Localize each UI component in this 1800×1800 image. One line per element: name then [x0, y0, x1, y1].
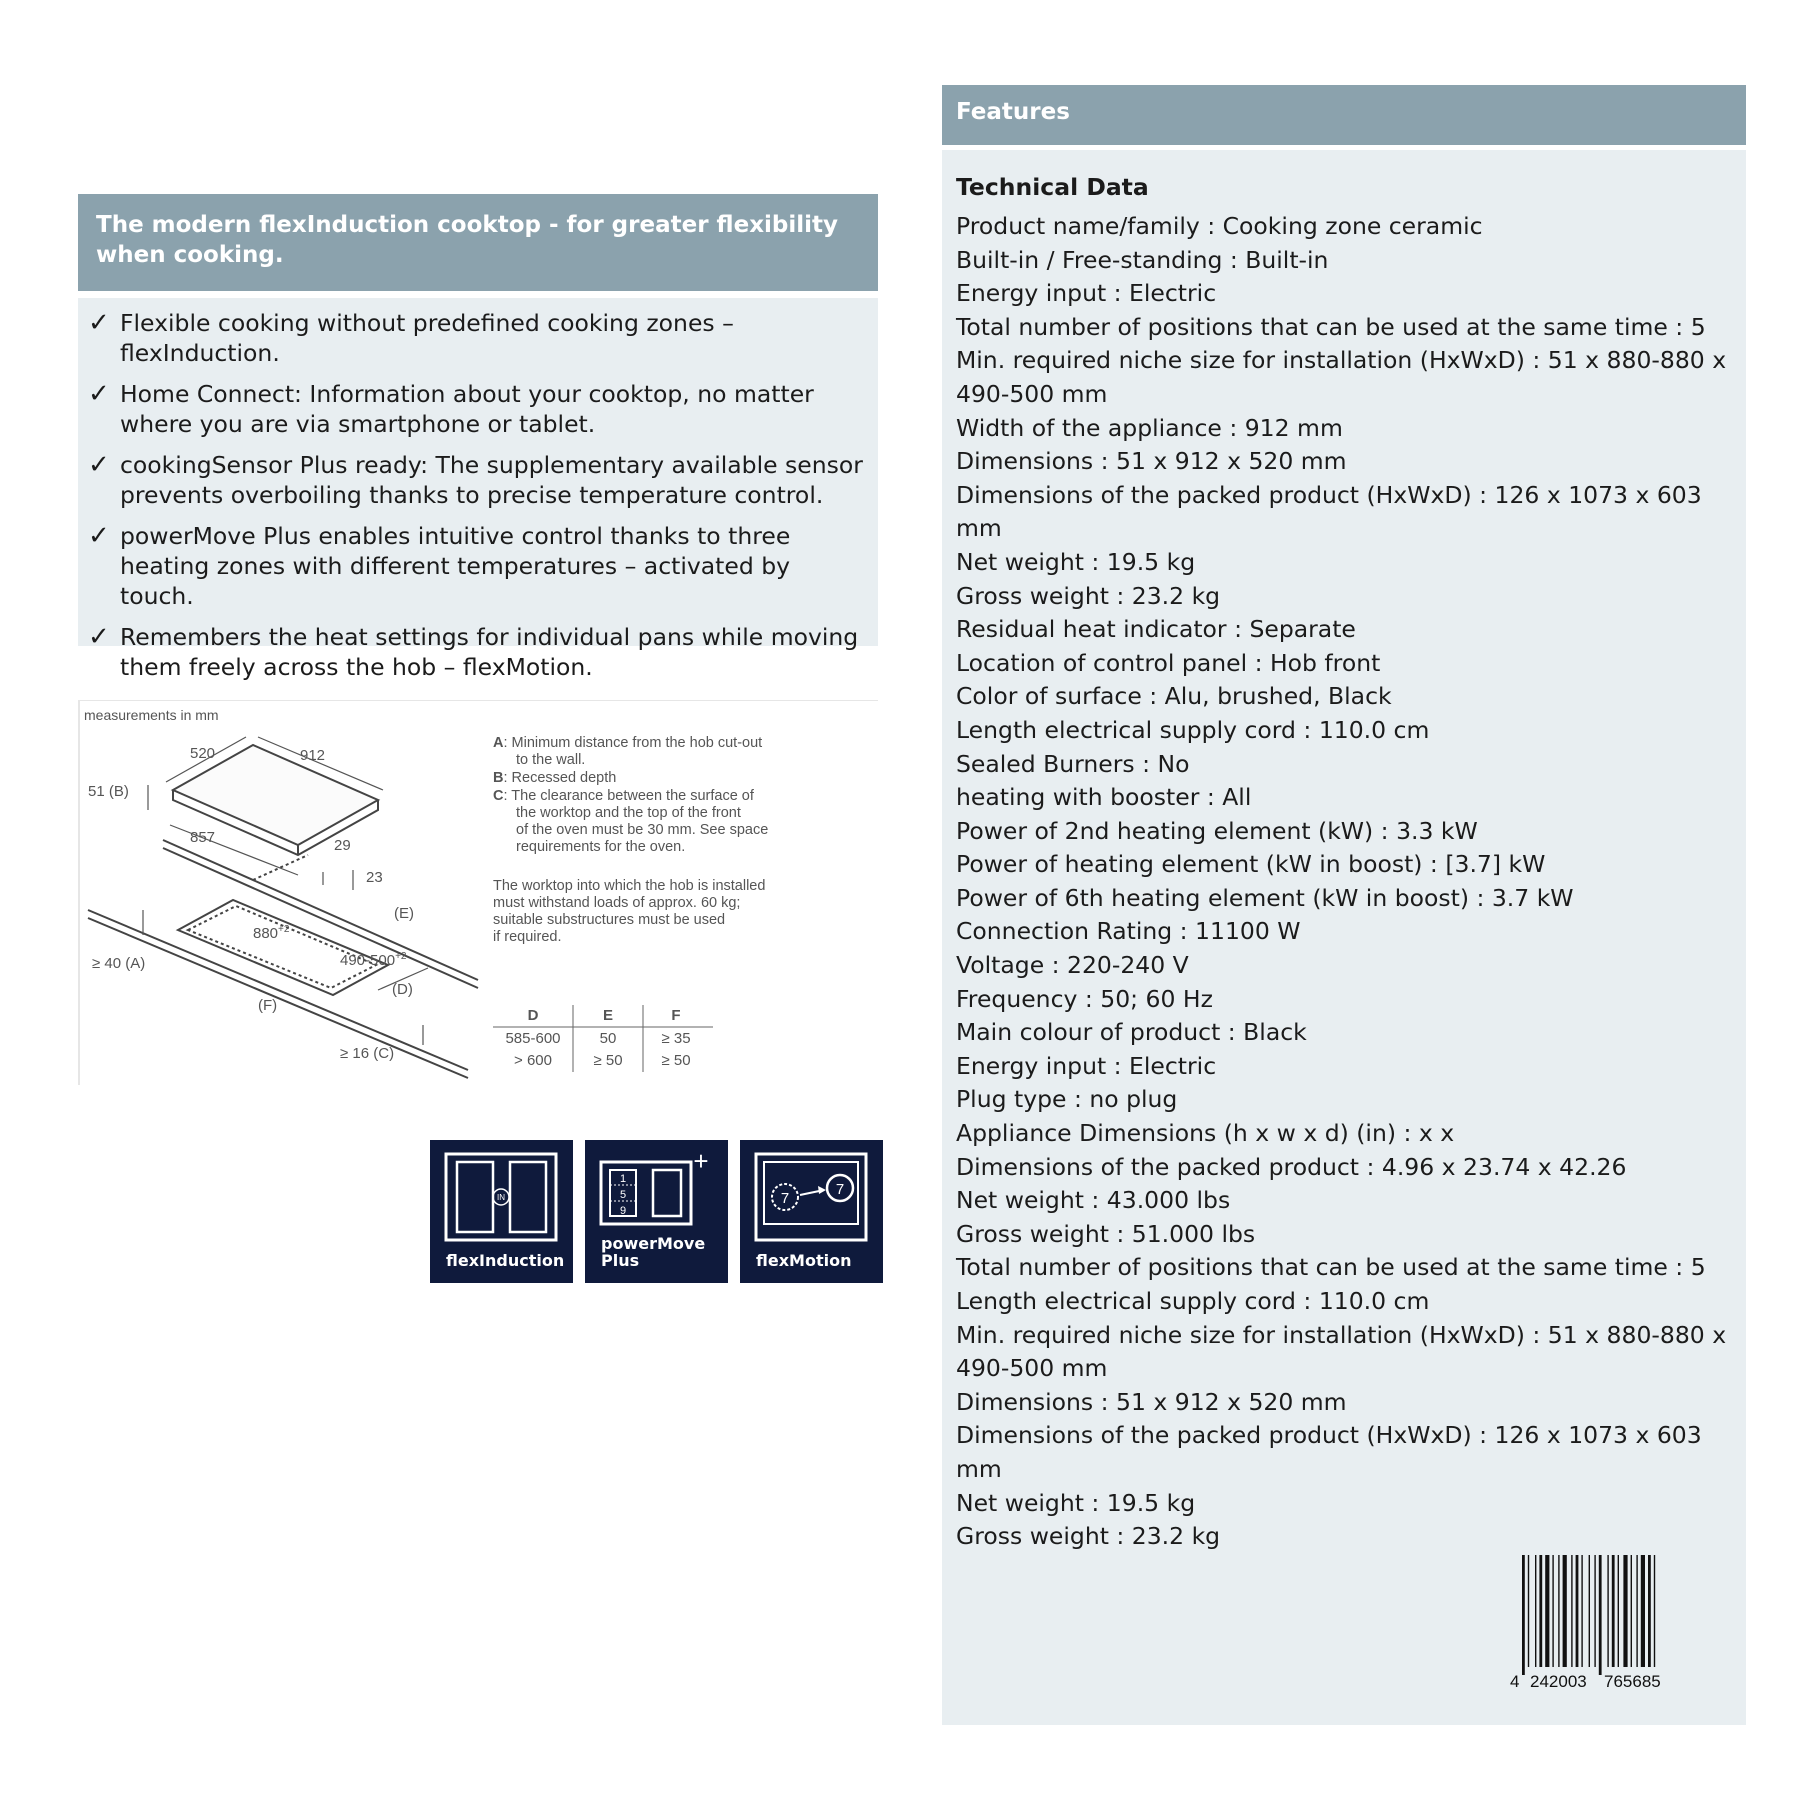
- barcode-bar: [1594, 1555, 1595, 1667]
- list-item: [88, 622, 864, 682]
- barcode-bar: [1571, 1555, 1572, 1667]
- tech-data-item: Product name/family : Cooking zone ceramic: [956, 212, 1483, 240]
- barcode-bar: [1558, 1555, 1559, 1667]
- barcode-bar: [1528, 1555, 1529, 1667]
- svg-text:to the wall.: to the wall.: [516, 752, 586, 768]
- tech-data-item: Dimensions : 51 x 912 x 520 mm: [956, 1387, 1347, 1416]
- tech-data-item: Appliance Dimensions (h x w x d) (in) : x x: [956, 1119, 1455, 1148]
- barcode-digits-group1: 242003: [1530, 1672, 1587, 1690]
- badge-flexinduction: [430, 1140, 573, 1283]
- svg-text:The worktop into which the hob: The worktop into which the hob is installed: [493, 878, 766, 894]
- check-icon: ✓: [88, 450, 110, 480]
- tech-data-item: Min. required niche size for installation (HxWxD) : 51 x 880-880 x 490-500 mm: [956, 346, 1727, 408]
- svg-text:E: E: [602, 1007, 614, 1024]
- feature-text: Flexible cooking without predefined cooking zones – flexInduction.: [120, 309, 734, 367]
- barcode-bar: [1636, 1555, 1637, 1667]
- tech-data-item: Gross weight : 23.2 kg: [956, 1522, 1221, 1551]
- svg-text:7: 7: [835, 1181, 845, 1198]
- tech-data-item: Power of heating element (kW in boost) : [3.7] kW: [956, 850, 1546, 879]
- feature-list: [88, 308, 864, 682]
- tech-data-item: Total number of positions that can be used at the same time : 5: [956, 1253, 1706, 1282]
- barcode-bar: [1563, 1555, 1567, 1667]
- tech-data-item: Color of surface : Alu, brushed, Black: [956, 682, 1392, 711]
- tech-data-item: Location of control panel : Hob front: [956, 648, 1381, 677]
- svg-text:D: D: [527, 1007, 539, 1024]
- list-item: [88, 379, 864, 439]
- tech-data-item: Voltage : 220-240 V: [956, 951, 1189, 980]
- svg-text:7: 7: [780, 1190, 790, 1207]
- barcode-bar: [1576, 1555, 1579, 1667]
- barcode-bars: [1522, 1555, 1655, 1675]
- clearance-table: [493, 1005, 713, 1072]
- check-icon: ✓: [88, 622, 110, 652]
- barcode-bar: [1552, 1555, 1553, 1667]
- tech-data-item: Dimensions : 51 x 912 x 520 mm: [956, 447, 1347, 476]
- svg-text:C: The clearance between the s: C: The clearance between the surface of: [493, 788, 754, 804]
- tech-data-item: Length electrical supply cord : 110.0 cm: [956, 1287, 1430, 1315]
- feature-text: powerMove Plus enables intuitive control thanks to three heating zones with different temperatures – activated by touch.: [120, 522, 791, 610]
- tech-data-item: Built-in / Free-standing : Built-in: [956, 245, 1329, 274]
- tech-data-item: Energy input : Electric: [956, 279, 1217, 308]
- barcode-bar: [1618, 1555, 1619, 1667]
- barcode-bar: [1612, 1555, 1615, 1667]
- tech-data-item: Gross weight : 23.2 kg: [956, 581, 1221, 610]
- tech-data-item: Net weight : 19.5 kg: [956, 547, 1196, 576]
- tech-data-item: Connection Rating : 11100 W: [956, 917, 1301, 946]
- tech-data-item: Length electrical supply cord : 110.0 cm: [956, 715, 1430, 744]
- list-item: [88, 308, 864, 368]
- dim-c: ≥ 16 (C): [340, 1045, 395, 1062]
- tech-data-item: Dimensions of the packed product (HxWxD) : 126 x 1073 x 603 mm: [956, 1421, 1702, 1483]
- tech-data-item: Dimensions of the packed product : 4.96 x 23.74 x 42.26: [956, 1152, 1627, 1181]
- barcode-bar: [1607, 1555, 1608, 1667]
- svg-text:585-600: 585-600: [505, 1030, 561, 1047]
- dim-d: (D): [392, 981, 413, 998]
- list-item: [88, 521, 864, 611]
- svg-text:B: Recessed depth: B: Recessed depth: [493, 770, 617, 786]
- tech-data-item: Residual heat indicator : Separate: [956, 615, 1356, 644]
- svg-text:≥ 50: ≥ 50: [593, 1052, 623, 1069]
- barcode-bar: [1654, 1555, 1655, 1667]
- barcode-bar: [1623, 1555, 1627, 1667]
- dim-51-b: 51 (B): [88, 783, 129, 800]
- dim-490-500: $490-500^{+2}$: [340, 951, 407, 969]
- tech-data-item: Plug type : no plug: [956, 1085, 1178, 1114]
- svg-text:5: 5: [619, 1189, 627, 1201]
- tech-data-item: Main colour of product : Black: [956, 1018, 1307, 1047]
- svg-text:the worktop and the top of the: the worktop and the top of the front: [516, 805, 741, 821]
- dim-520: 520: [190, 745, 216, 762]
- barcode: [1500, 1555, 1700, 1690]
- tech-data-item: Net weight : 43.000 lbs: [956, 1186, 1231, 1215]
- list-item: [88, 450, 864, 510]
- intro-title: The modern flexInduction cooktop - for greater flexibility when cooking.: [78, 194, 878, 291]
- dim-23: 23: [366, 869, 383, 886]
- barcode-bar: [1539, 1555, 1542, 1667]
- tech-data-item: Net weight : 19.5 kg: [956, 1488, 1196, 1517]
- diagram-notes: [493, 735, 768, 945]
- dim-e: (E): [394, 905, 414, 922]
- tech-data-item: Width of the appliance : 912 mm: [956, 413, 1343, 442]
- diagram-caption: measurements in mm: [84, 707, 219, 723]
- barcode-digit-first: 4: [1510, 1672, 1520, 1690]
- feature-text: Home Connect: Information about your cooktop, no matter where you are via smartphone or tablet.: [120, 380, 814, 438]
- svg-text:F: F: [671, 1007, 681, 1024]
- svg-text:IN: IN: [497, 1193, 505, 1202]
- dim-a: ≥ 40 (A): [92, 955, 146, 972]
- dim-29: 29: [334, 837, 351, 854]
- svg-text:1: 1: [619, 1173, 627, 1185]
- svg-text:> 600: > 600: [514, 1052, 552, 1069]
- barcode-bar: [1599, 1555, 1602, 1675]
- worktop-drawing: [88, 840, 478, 1078]
- barcode-bar: [1648, 1555, 1651, 1667]
- svg-text:9: 9: [619, 1205, 627, 1217]
- tech-data-item: Min. required niche size for installation (HxWxD) : 51 x 880-880 x 490-500 mm: [956, 1320, 1727, 1383]
- svg-text:if required.: if required.: [493, 929, 562, 945]
- svg-text:must withstand loads of approx: must withstand loads of approx. 60 kg;: [493, 895, 741, 911]
- tech-data-item: heating with booster : All: [956, 783, 1252, 812]
- check-icon: ✓: [88, 379, 110, 409]
- tech-data-item: Sealed Burners : No: [956, 749, 1190, 778]
- installation-diagram: [78, 700, 878, 1090]
- svg-text:+: +: [693, 1146, 709, 1176]
- svg-text:≥ 50: ≥ 50: [661, 1052, 691, 1069]
- feature-text: cookingSensor Plus ready: The supplementary available sensor prevents overboiling thanks to precise temperature control.: [120, 451, 863, 509]
- check-icon: ✓: [88, 308, 110, 338]
- barcode-digits-group2: 765685: [1604, 1672, 1661, 1690]
- barcode-bar: [1589, 1555, 1590, 1667]
- badge-label: powerMove Plus: [601, 1234, 706, 1270]
- barcode-bar: [1581, 1555, 1582, 1667]
- tech-data-item: Power of 6th heating element (kW in boost) : 3.7 kW: [956, 883, 1574, 912]
- check-icon: ✓: [88, 521, 110, 551]
- tech-data-item: Power of 2nd heating element (kW) : 3.3 kW: [956, 816, 1478, 845]
- tech-data-item: Dimensions of the packed product (HxWxD) : 126 x 1073 x 603 mm: [956, 480, 1702, 543]
- tech-data-item: Total number of positions that can be used at the same time : 5: [956, 312, 1706, 341]
- tech-data-item: Gross weight : 51.000 lbs: [956, 1219, 1256, 1248]
- barcode-bar: [1641, 1555, 1645, 1667]
- badge-powermove-plus: [585, 1140, 728, 1283]
- svg-text:of the oven must be 30 mm. See: of the oven must be 30 mm. See space: [516, 822, 769, 838]
- dim-912: 912: [300, 747, 326, 764]
- svg-text:A: Minimum distance from the h: A: Minimum distance from the hob cut-out: [493, 735, 763, 751]
- badge-flexmotion: [740, 1140, 883, 1283]
- svg-text:requirements for the oven.: requirements for the oven.: [516, 839, 686, 855]
- features-header: Features: [942, 85, 1746, 145]
- tech-data-item: Energy input : Electric: [956, 1051, 1217, 1080]
- svg-text:50: 50: [599, 1030, 617, 1047]
- barcode-bar: [1545, 1555, 1549, 1667]
- barcode-bar: [1535, 1555, 1536, 1667]
- svg-text:≥ 35: ≥ 35: [661, 1030, 691, 1047]
- technical-data-panel: [942, 150, 1746, 1725]
- technical-data-list: [956, 210, 1732, 1554]
- svg-text:suitable substructures must be: suitable substructures must be used: [493, 912, 726, 928]
- dim-880: $880^{+2}$: [253, 924, 290, 942]
- barcode-bar: [1522, 1555, 1525, 1675]
- badge-label: flexMotion: [756, 1251, 852, 1270]
- intro-feature-panel: [78, 298, 878, 681]
- technical-data-title: Technical Data: [956, 173, 1149, 201]
- tech-data-item: Frequency : 50; 60 Hz: [956, 984, 1213, 1013]
- feature-text: Remembers the heat settings for individual pans while moving them freely across the hob – flexMotion.: [120, 623, 859, 681]
- badge-label: flexInduction: [446, 1251, 565, 1270]
- dim-f: (F): [258, 997, 278, 1014]
- dim-857: 857: [190, 829, 216, 846]
- barcode-bar: [1631, 1555, 1632, 1667]
